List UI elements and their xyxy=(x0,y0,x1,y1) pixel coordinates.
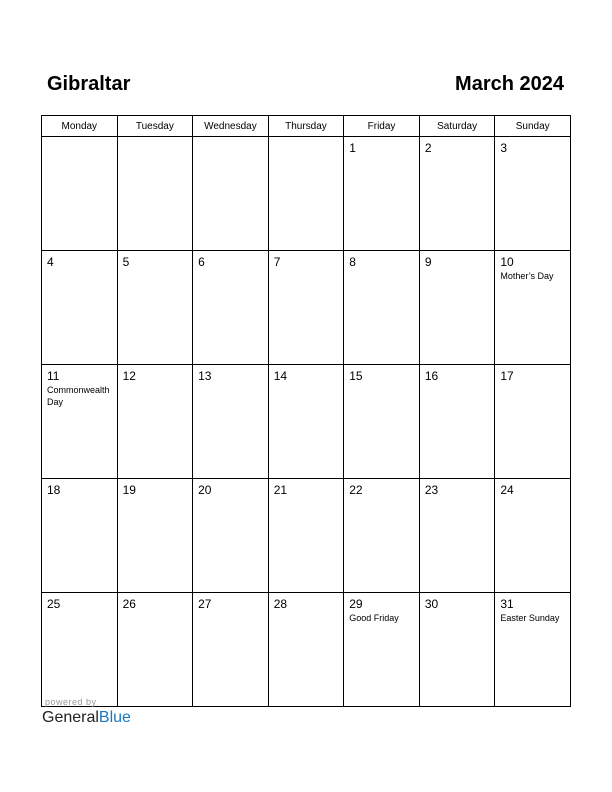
weekday-header-friday: Friday xyxy=(344,116,420,137)
calendar-day-cell xyxy=(268,365,344,479)
calendar-day-cell xyxy=(495,479,571,593)
brand-name-part1: General xyxy=(42,709,99,726)
day-number: 5 xyxy=(122,255,130,269)
day-number: 13 xyxy=(198,369,212,383)
calendar-day-cell xyxy=(495,365,571,479)
day-number: 29 xyxy=(349,597,363,611)
day-number: 21 xyxy=(273,483,288,497)
calendar-title-country: Gibraltar xyxy=(47,73,131,95)
calendar-day-cell xyxy=(117,593,193,707)
calendar-week-row xyxy=(42,137,571,251)
calendar-day-cell xyxy=(42,251,118,365)
brand-name-part2: Blue xyxy=(98,709,131,726)
calendar-day-cell xyxy=(117,251,193,365)
weekday-header-thursday: Thursday xyxy=(268,116,344,137)
weekday-header-saturday: Saturday xyxy=(419,116,495,137)
calendar-day-cell xyxy=(193,137,269,251)
calendar-day-cell xyxy=(495,251,571,365)
calendar-week-row xyxy=(42,593,571,707)
calendar-day-cell xyxy=(42,137,118,251)
calendar-day-cell xyxy=(42,479,118,593)
powered-by-label: powered by xyxy=(45,697,97,707)
calendar-day-cell xyxy=(419,479,495,593)
calendar-day-cell xyxy=(419,251,495,365)
calendar-day-cell xyxy=(117,365,193,479)
calendar-day-cell xyxy=(268,251,344,365)
day-number: 28 xyxy=(273,597,288,611)
day-number: 2 xyxy=(424,141,432,155)
calendar-title-month: March 2024 xyxy=(455,73,564,95)
day-number: 3 xyxy=(500,141,508,155)
calendar-day-cell xyxy=(193,365,269,479)
day-number: 25 xyxy=(47,597,61,611)
day-number: 7 xyxy=(273,255,281,269)
day-number: 6 xyxy=(198,255,205,269)
calendar-day-cell xyxy=(419,137,495,251)
calendar-day-cell xyxy=(268,593,344,707)
calendar-week-row xyxy=(42,251,571,365)
day-number: 23 xyxy=(424,483,439,497)
day-number: 1 xyxy=(349,141,356,155)
calendar-day-cell xyxy=(117,137,193,251)
day-number: 31 xyxy=(500,597,514,611)
weekday-header-tuesday: Tuesday xyxy=(117,116,193,137)
day-number: 10 xyxy=(500,255,514,269)
calendar-day-cell xyxy=(268,137,344,251)
calendar-day-cell xyxy=(419,365,495,479)
calendar-day-cell xyxy=(42,365,118,479)
day-number: 26 xyxy=(122,597,136,611)
day-number: 24 xyxy=(500,483,514,497)
calendar-day-cell xyxy=(42,593,118,707)
day-number: 27 xyxy=(198,597,212,611)
calendar-day-cell xyxy=(495,137,571,251)
calendar-day-cell xyxy=(344,251,420,365)
calendar-day-cell xyxy=(117,479,193,593)
calendar-day-cell xyxy=(495,593,571,707)
weekday-header-row xyxy=(42,116,571,137)
day-number: 16 xyxy=(424,369,439,383)
calendar-day-cell xyxy=(193,593,269,707)
day-number: 14 xyxy=(273,369,288,383)
holiday-label: Mother’s Day xyxy=(500,271,554,281)
calendar-day-cell xyxy=(344,593,420,707)
weekday-header-wednesday: Wednesday xyxy=(193,116,269,137)
calendar-week-row xyxy=(42,479,571,593)
weekday-header-monday: Monday xyxy=(42,116,118,137)
day-number: 12 xyxy=(122,369,136,383)
day-number: 17 xyxy=(500,369,514,383)
day-number: 19 xyxy=(122,483,136,497)
calendar-day-cell xyxy=(193,479,269,593)
day-number: 11 xyxy=(47,369,60,383)
day-number: 8 xyxy=(349,255,356,269)
holiday-label: Commonwealth Day xyxy=(47,385,110,407)
day-number: 20 xyxy=(198,483,212,497)
holiday-label: Good Friday xyxy=(349,613,399,623)
day-number: 9 xyxy=(424,255,432,269)
calendar-day-cell xyxy=(344,479,420,593)
calendar-day-cell xyxy=(344,365,420,479)
calendar-grid xyxy=(41,115,571,707)
calendar-week-row xyxy=(42,365,571,479)
day-number: 18 xyxy=(47,483,61,497)
weekday-header-sunday: Sunday xyxy=(495,116,571,137)
calendar-day-cell xyxy=(419,593,495,707)
day-number: 30 xyxy=(424,597,439,611)
calendar-day-cell xyxy=(193,251,269,365)
calendar-day-cell xyxy=(268,479,344,593)
holiday-label: Easter Sunday xyxy=(500,613,560,623)
day-number: 15 xyxy=(349,369,363,383)
generalblue-logo[interactable] xyxy=(42,708,131,728)
day-number: 22 xyxy=(349,483,363,497)
day-number: 4 xyxy=(47,255,54,269)
calendar-day-cell xyxy=(344,137,420,251)
